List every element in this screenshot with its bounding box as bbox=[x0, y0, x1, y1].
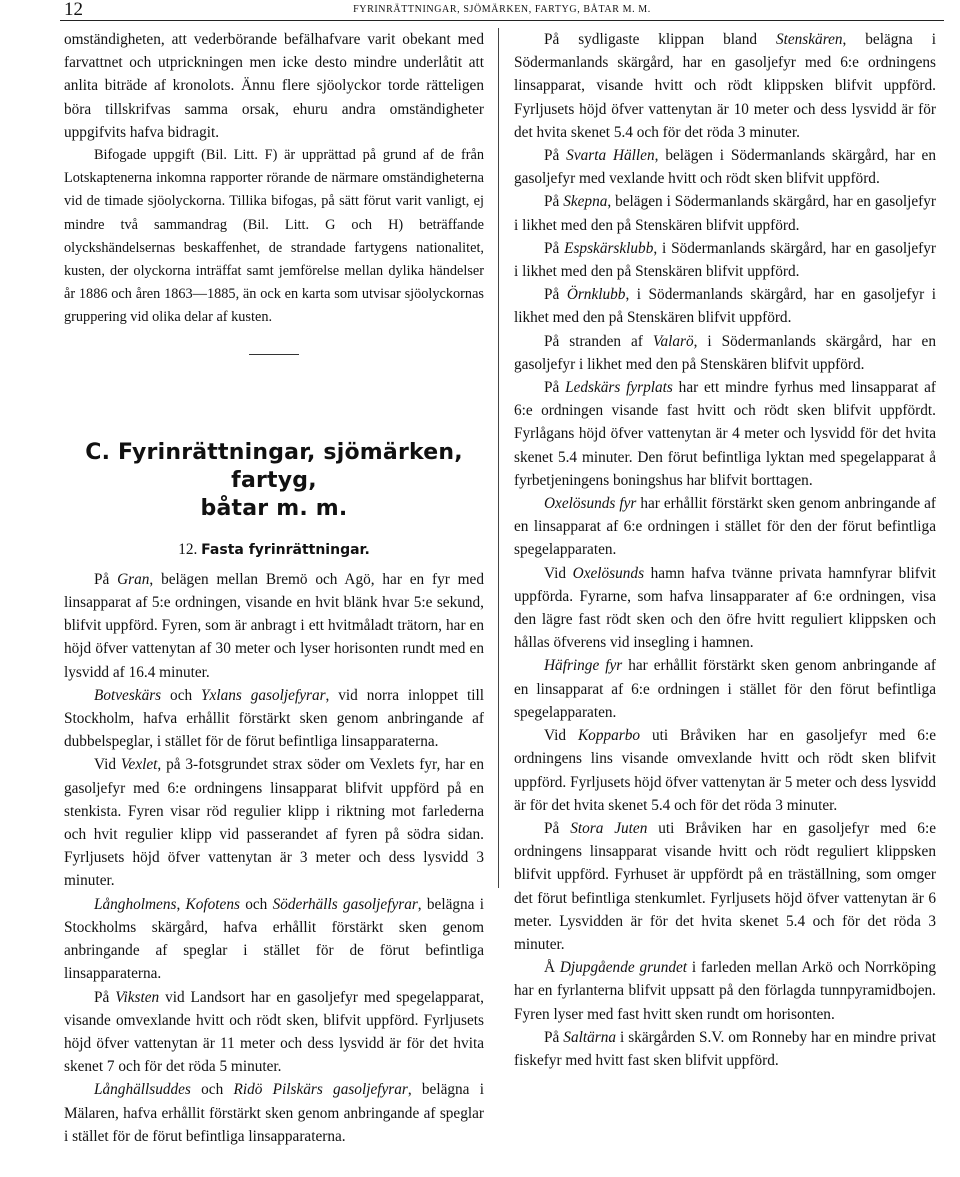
place-vexlet: Vexlet bbox=[120, 756, 158, 774]
paragraph-saltarna: På Saltärna i skärgården S.V. om Ronneby har en mindre privat fiskefyr med hvitt fast sken blifvit uppförd. bbox=[514, 1028, 936, 1069]
paragraph-gran: På Gran, belägen mellan Bremö och Agö, har en fyr med linsapparat af 5:e ordningen, visande en hvit blänk hvar 5:e sekund, blifvit uppförd. Fyren, som är anbragt i ett hvitmåladt trätorn, har en höjd öfver vattenytan af 30 meter och lyser horisonten rundt med en lysvidd af 16.4 minuter. bbox=[64, 570, 484, 681]
place-ledskar: Ledskärs fyrplats bbox=[565, 379, 673, 397]
place-langholmen: Långholmens bbox=[94, 895, 177, 913]
place-soderhall: Söderhälls gasoljefyrar bbox=[272, 895, 418, 913]
paragraph-oxelosund-fyr: Oxelösunds fyr har erhållit förstärkt sken genom anbringande af en linsapparat af 6:e ordningen i stället för den der förut befintliga spegelapparaten. bbox=[514, 495, 936, 559]
paragraph-svarta-hallen: På Svarta Hällen, belägen i Södermanlands skärgård, har en gasoljefyr med vexlande hvitt och rödt sken blifvit uppförd. bbox=[514, 147, 936, 188]
left-column bbox=[64, 28, 484, 1148]
paragraph-djupgaende-grundet: Å Djupgående grundet i farleden mellan Arkö och Norrköping har en fyrlanterna blifvit uppsatt på den förlagda tunnpyramidbojen. Fyren lyser med fast hvitt sken rundt om horisonten. bbox=[514, 959, 936, 1023]
paragraph-langhallsudde: Långhällsuddes och Ridö Pilskärs gasoljefyrar, belägna i Mälaren, hafva erhållit förstärkt sken genom anbringande af speglar i stället för de förut befintliga linsapparaterna. bbox=[64, 1081, 484, 1145]
place-gran: Gran bbox=[117, 570, 150, 588]
paragraph-espskarsklubb: På Espskärsklubb, i Södermanlands skärgård, har en gasoljefyr i likhet med den på Stenskären blifvit uppförd. bbox=[514, 239, 936, 281]
place-stora-juten: Stora Juten bbox=[570, 819, 648, 837]
subsection-title bbox=[64, 538, 484, 562]
place-espskarsklubb: Espskärsklubb bbox=[564, 239, 654, 257]
place-saltarna: Saltärna bbox=[563, 1028, 616, 1046]
place-djupgaende-grundet: Djupgående grundet bbox=[559, 959, 688, 977]
place-kopparbo: Kopparbo bbox=[577, 727, 641, 745]
paragraph-stora-juten: På Stora Juten uti Bråviken har en gasoljefyr med 6:e ordningens linsapparat visande hvitt och rödt reguliert klippsken blifvit uppförd. Fyrhuset är uppfördt på en träställning, som omger det förut befintliga stenkumlet. Fyrljusets höjd öfver vattenytan är 6 meter. Lysvidden är för det hvita skenet 5.4 och för det röda 3 minuter. bbox=[514, 819, 936, 953]
column-divider bbox=[498, 28, 499, 888]
place-skepna: Skepna bbox=[563, 193, 608, 211]
paragraph-kopparbo: Vid Kopparbo uti Bråviken har en gasoljefyr med 6:e ordningens lins visande omvexlande hvitt och rödt sken blifvit uppförd. Fyrljusets höjd öfver vattenytan är 5 meter och dess lysvidd är för det hvita skenet 5.4 och för det röda 3 minuter. bbox=[514, 727, 936, 814]
paragraph-bilaga: Bifogade uppgift (Bil. Litt. F) är upprättad på grund af de från Lotskaptenerna inkomna rapporter rörande de närmare omständigheterna vid de timade sjöolyckorna. Tillika bifogas, på sätt förut varit vanligt, ej mindre två sammandrag (Bil. Litt. G och H) beträffande olyckshändelsernas beskaffenhet, de strandade fartygens nationalitet, kusten, der olyckorna inträffat samt jemförelse mellan dylika händelser år 1886 och åren 1863—1885, än ock en karta som utvisar sjöolyckornas gruppering vid olika delar af kusten. bbox=[64, 147, 484, 326]
paragraph-oxelosund-hamn: Vid Oxelösunds hamn hafva tvänne privata hamnfyrar blifvit uppförda. Fyrarne, som hafva linsapparater af 6:e ordningen, visa den lägre fast rödt sken och den öfre hvitt reguliert klippsken och hållas öfverens vid insegling i hamnen. bbox=[514, 564, 936, 652]
place-ornklubb: Örnklubb bbox=[566, 286, 626, 304]
short-rule bbox=[249, 354, 299, 355]
place-oxelosund: Oxelösunds bbox=[572, 564, 645, 582]
place-botveskar: Botveskärs bbox=[94, 686, 162, 704]
paragraph-langholmen: Långholmens, Kofotens och Söderhälls gasoljefyrar, belägna i Stockholms skärgård, hafva erhållit förstärkt sken genom anbringande af speglar i stället för de förut befintliga linsapparaterna. bbox=[64, 895, 484, 983]
paragraph-ledskar: På Ledskärs fyrplats har ett mindre fyrhus med linsapparat af 6:e ordningen visande fast hvitt och rödt sken blifvit uppfördt. Fyrlågans höjd öfver vattenytan är 4 meter och lysvidd för det hvita skenet 5.4 minuter. Den förut befintliga lyktan med spegelapparat å fyrbetjeningens boningshus har blifvit borttagen. bbox=[514, 379, 936, 489]
subsection-number: 12. bbox=[178, 540, 198, 558]
paragraph-botveskar: Botveskärs och Yxlans gasoljefyrar, vid norra inloppet till Stockholm, hafva erhållit förstärkt sken genom anbringande af dubbelspeglar, i stället för de förut befintliga linsapparaterna. bbox=[64, 686, 484, 751]
place-rido-pilskar: Ridö Pilskärs gasoljefyrar bbox=[233, 1081, 408, 1099]
section-title bbox=[64, 439, 484, 523]
place-valaro: Valarö bbox=[652, 332, 694, 350]
place-oxelosund-fyr: Oxelösunds fyr bbox=[544, 495, 637, 513]
section-title-line2: båtar m. m. bbox=[200, 495, 348, 521]
paragraph-skepna: På Skepna, belägen i Södermanlands skärgård, har en gasoljefyr i likhet med den på Stenskären blifvit uppförd. bbox=[514, 193, 936, 234]
section-letter: C. bbox=[85, 439, 111, 465]
place-viksten: Viksten bbox=[115, 988, 160, 1006]
place-stenskaren: Stenskären bbox=[775, 31, 843, 48]
paragraph-hafringe: Häfringe fyr har erhållit förstärkt sken genom anbringande af en linsapparat af 6:e ordningen i stället för den förut befintliga spegelapparaten. bbox=[514, 657, 936, 721]
paragraph-valaro: På stranden af Valarö, i Södermanlands skärgård, har en gasoljefyr i likhet med den på Stenskären blifvit uppförd. bbox=[514, 332, 936, 373]
paragraph-continuation: omständigheten, att vederbörande befälhafvare varit obekant med farvattnet och utprickningen men icke desto mindre underlåtit att anlita biträde af kronolots. Ännu flere sjöolyckor torde rätteligen böra tillskrifvas samma orsak, ehuru andra omständigheter uppgifvits hafva bidragit. bbox=[64, 31, 484, 141]
paragraph-ornklubb: På Örnklubb, i Södermanlands skärgård, har en gasoljefyr i likhet med den på Stenskären blifvit uppförd. bbox=[514, 286, 936, 327]
page-header bbox=[60, 2, 944, 20]
header-rule bbox=[60, 20, 944, 21]
place-yxlan: Yxlans gasoljefyrar bbox=[201, 686, 326, 704]
paragraph-viksten: På Viksten vid Landsort har en gasoljefyr med spegelapparat, visande omvexlande hvitt och rödt sken, blifvit uppförd. Fyrljusets höjd öfver vattenytan är 11 meter och dess lysvidd är för det hvita skenet 7 och för det röda 5 minuter. bbox=[64, 988, 485, 1076]
right-column bbox=[514, 28, 936, 1072]
page-number: 12 bbox=[64, 0, 83, 20]
paragraph-stenskaren: På sydligaste klippan bland Stenskären, belägna i Södermanlands skärgård, har en gasoljefyr med 6:e ordningens linsapparat, visande hvitt och rödt klippsken blifvit uppförd. Fyrljusets höjd öfver vattenytan är 10 meter och dess lysvidd är för det hvita skenet 5.4 och för det röda 3 minuter. bbox=[514, 31, 936, 141]
place-langhallsudde: Långhällsuddes bbox=[94, 1081, 191, 1099]
subsection-name: Fasta fyrinrättningar. bbox=[201, 541, 370, 558]
running-head: FYRINRÄTTNINGAR, SJÖMÄRKEN, FARTYG, BÅTAR M. M. bbox=[353, 4, 651, 15]
place-hafringe: Häfringe fyr bbox=[544, 657, 623, 675]
place-kofoten: Kofotens bbox=[185, 895, 240, 913]
section-title-line1: Fyrinrättningar, sjömärken, fartyg, bbox=[117, 439, 463, 493]
place-svarta-hallen: Svarta Hällen bbox=[566, 147, 655, 165]
paragraph-vexlet: Vid Vexlet, på 3-fotsgrundet strax söder om Vexlets fyr, har en gasoljefyr med 6:e ordningens linsapparat blifvit uppförd på en stenkista. Fyren visar röd regulier klipp i riktning mot farlederna och hvit regulier klipp vid passerandet af fyren på södra sidan. Fyrljusets höjd öfver vattenytan är 3 meter och dess lysvidd 3 minuter. bbox=[64, 756, 484, 890]
